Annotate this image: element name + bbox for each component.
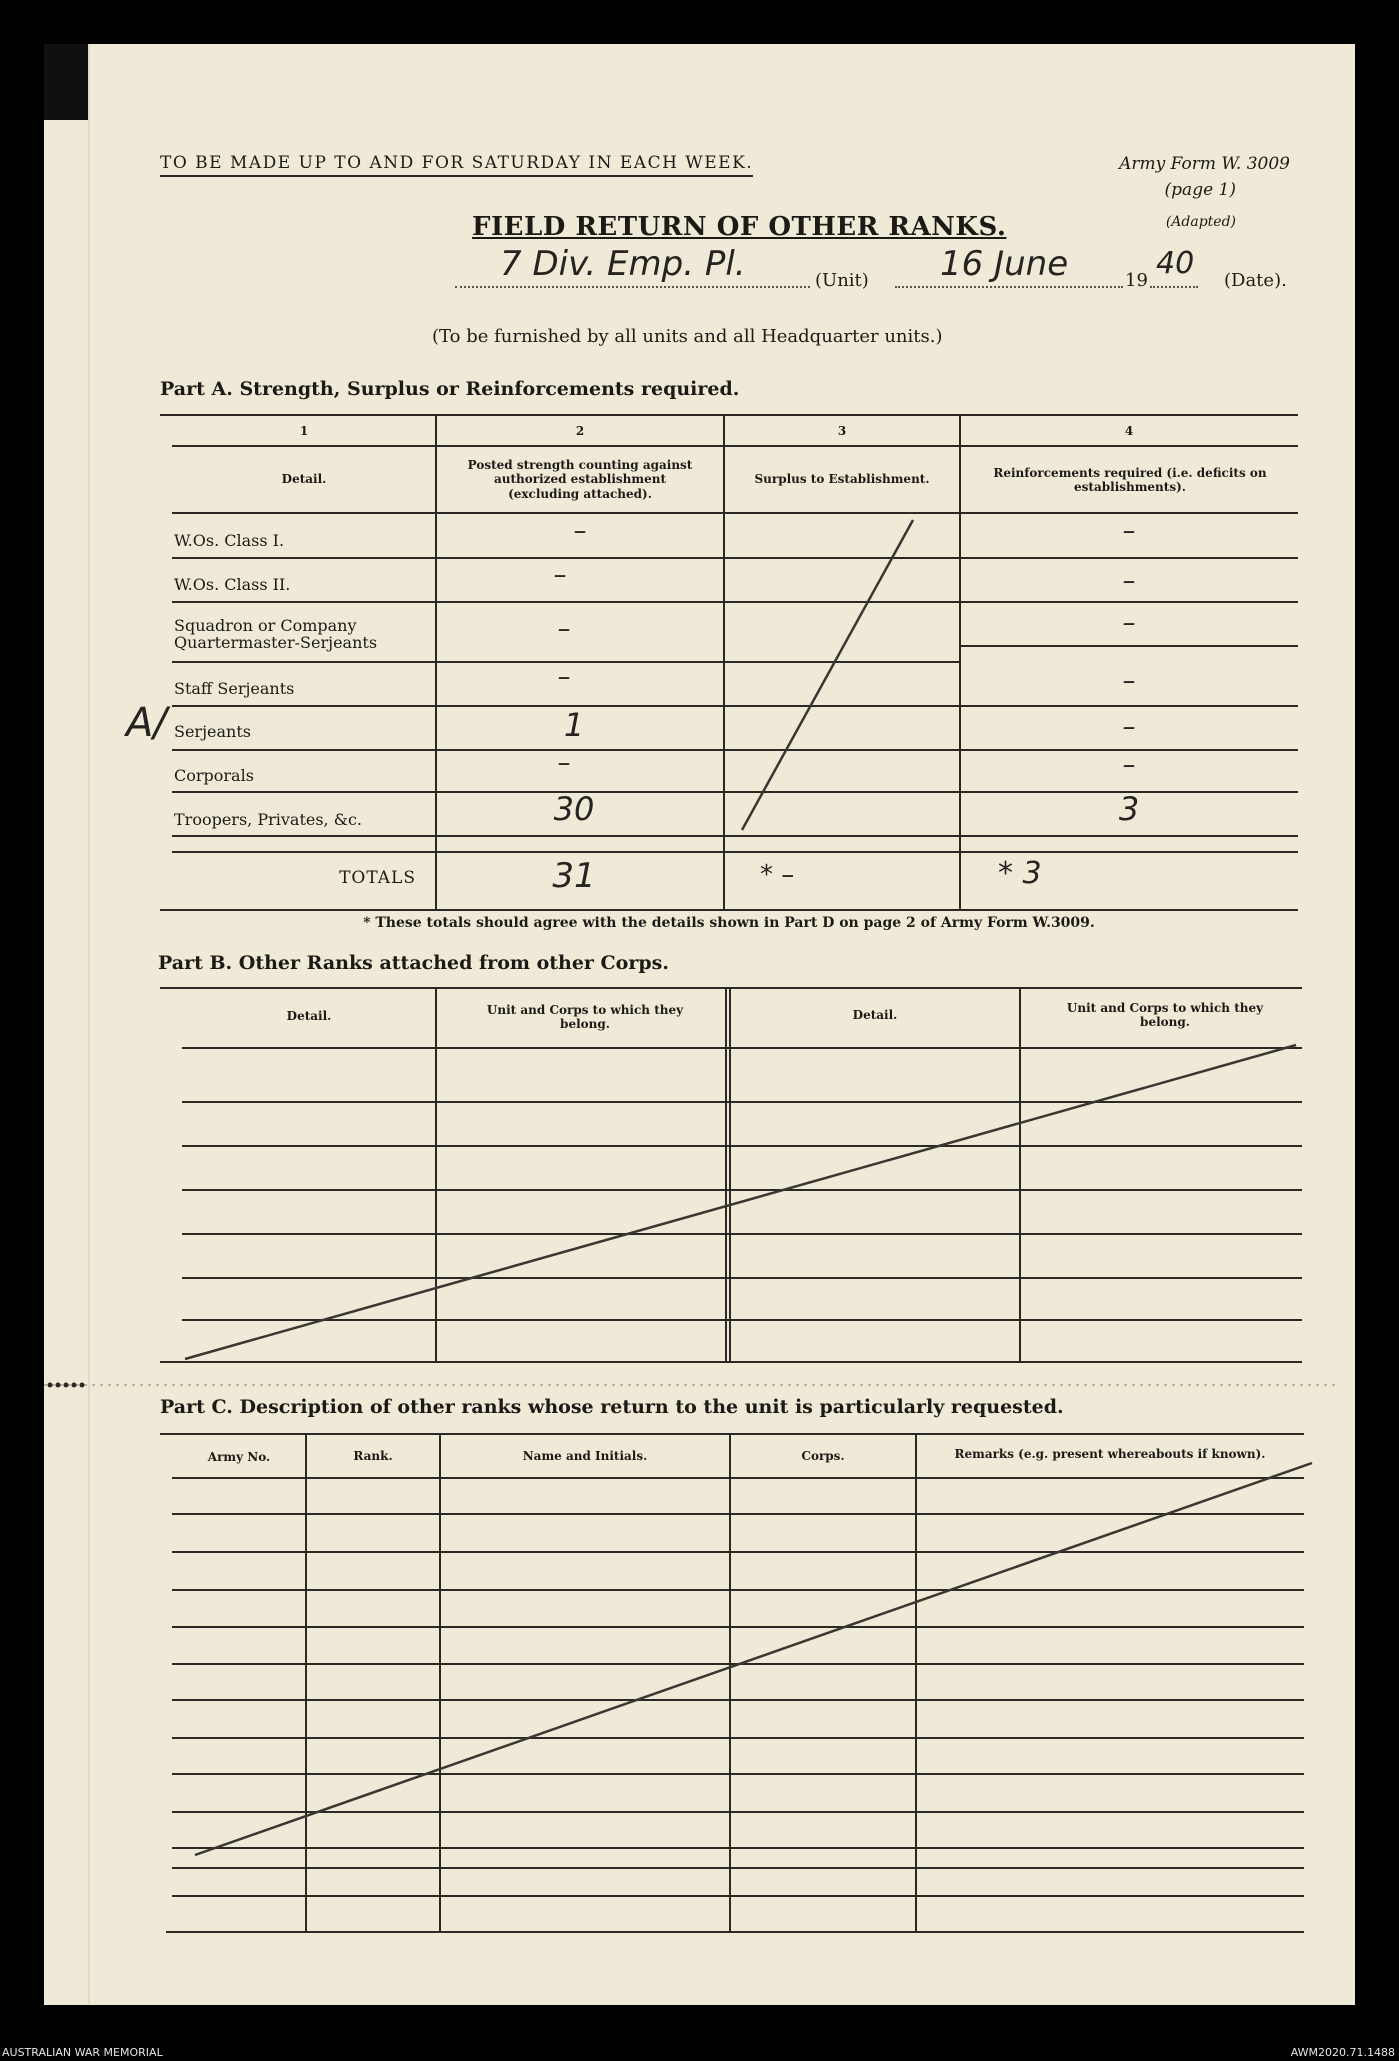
date-handwritten: 16 June [940, 244, 1069, 284]
reinf-corporals: – [1122, 750, 1136, 780]
reinf-wo-class-2: – [1122, 566, 1136, 596]
furnished-note: (To be furnished by all units and all Headquarter units.) [432, 326, 943, 347]
reinf-cqms: – [1122, 608, 1136, 638]
totals-reinforcements: * 3 [998, 856, 1042, 891]
part-a-col-number-4: 4 [1124, 424, 1134, 438]
part-a-heading: Part A. Strength, Surplus or Reinforcements required. [160, 378, 740, 400]
page-number: (page 1) [1164, 180, 1236, 200]
row-label-corporals: Corporals [174, 766, 254, 785]
part-b-heading: Part B. Other Ranks attached from other Corps. [158, 952, 669, 974]
posted-troopers-privates: 30 [553, 790, 595, 828]
part-c-heading: Part C. Description of other ranks whose return to the unit is particularly requested. [160, 1396, 1064, 1418]
form-title: FIELD RETURN OF OTHER RANKS. [472, 212, 1007, 242]
part-c-header-name-initials: Name and Initials. [522, 1449, 648, 1463]
posted-wo-class-1: – [573, 516, 587, 546]
part-a-header-reinforcements: Reinforcements required (i.e. deficits on establishments). [993, 466, 1267, 495]
row-label-troopers-privates: Troopers, Privates, &c. [174, 810, 363, 829]
year-handwritten: 40 [1156, 246, 1195, 281]
posted-corporals: – [557, 748, 571, 778]
army-form-number: Army Form W. 3009 [1119, 154, 1290, 174]
reinf-serjeants: – [1122, 712, 1136, 742]
part-c-header-army-no: Army No. [207, 1450, 271, 1464]
year-prefix: 19 [1125, 270, 1148, 291]
part-a-header-surplus: Surplus to Establishment. [754, 472, 930, 486]
part-a-col-number-3: 3 [837, 424, 847, 438]
margin-note-acting: A/ [126, 700, 167, 746]
totals-surplus: * – [760, 860, 795, 890]
row-label-cqms: Squadron or Company Quartermaster-Serjeants [174, 616, 378, 652]
posted-staff-serjeants: – [557, 662, 571, 692]
part-b-header-unit-corps-1: Unit and Corps to which they belong. [486, 1003, 684, 1032]
footer-credit: AUSTRALIAN WAR MEMORIAL [2, 2046, 163, 2059]
part-b-header-unit-corps-2: Unit and Corps to which they belong. [1066, 1001, 1264, 1030]
part-c-header-rank: Rank. [353, 1449, 393, 1463]
unit-label: (Unit) [815, 270, 869, 291]
reinf-staff-serjeants: – [1122, 666, 1136, 696]
row-label-serjeants: Serjeants [174, 722, 251, 741]
footer-accession-number: AWM2020.71.1488 [1290, 2046, 1395, 2059]
top-instruction: TO BE MADE UP TO AND FOR SATURDAY IN EACH WEEK. [160, 153, 753, 177]
totals-posted: 31 [552, 856, 596, 896]
part-a-col-number-1: 1 [299, 424, 309, 438]
part-a-header-detail: Detail. [281, 472, 327, 486]
part-b-header-detail-1: Detail. [286, 1009, 332, 1023]
date-label: (Date). [1224, 270, 1287, 291]
reinf-wo-class-1: – [1122, 516, 1136, 546]
reinf-troopers-privates: 3 [1118, 790, 1140, 828]
unit-handwritten: 7 Div. Emp. Pl. [500, 244, 746, 284]
row-label-wo-class-1: W.Os. Class I. [174, 531, 285, 550]
row-label-wo-class-2: W.Os. Class II. [174, 575, 291, 594]
part-c-header-remarks: Remarks (e.g. present whereabouts if known). [954, 1447, 1266, 1461]
row-label-staff-serjeants: Staff Serjeants [174, 679, 295, 698]
part-a-col-number-2: 2 [575, 424, 585, 438]
totals-label: TOTALS [339, 868, 416, 888]
part-c-header-corps: Corps. [801, 1449, 845, 1463]
posted-cqms: – [557, 614, 571, 644]
posted-wo-class-2: – [553, 560, 567, 590]
part-b-header-detail-2: Detail. [852, 1008, 898, 1022]
part-a-header-posted: Posted strength counting against authorized establishment (excluding attached). [467, 458, 693, 501]
posted-serjeants: 1 [563, 706, 585, 744]
adapted-note: (Adapted) [1165, 214, 1236, 230]
part-a-footnote: * These totals should agree with the details shown in Part D on page 2 of Army Form W.3009. [363, 915, 1095, 931]
